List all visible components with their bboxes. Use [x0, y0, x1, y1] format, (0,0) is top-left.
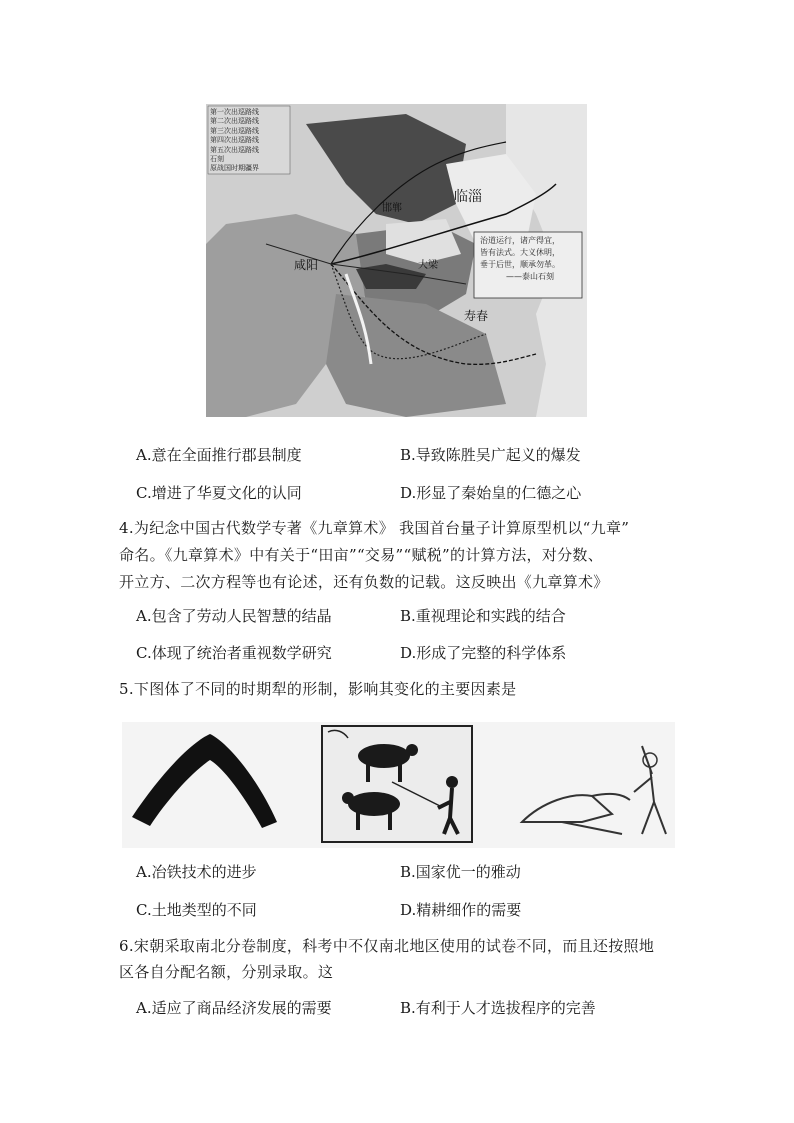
q3-option-a: A.意在全面推行郡县制度: [136, 446, 302, 464]
q6-option-b: B.有利于人才选拔程序的完善: [400, 999, 596, 1017]
q3-option-b: B.导致陈胜吴广起义的爆发: [400, 446, 581, 464]
q3-option-d: D.形显了秦始皇的仁德之心: [400, 484, 582, 502]
plow-types-figure: [122, 722, 675, 848]
place-label-shouchun: 寿春: [464, 309, 489, 323]
stele-line: 垂于后世，顺承勿革。: [480, 260, 560, 269]
q5-option-d: D.精耕细作的需要: [400, 901, 522, 919]
legend-route-3: 第三次出巡路线: [210, 126, 259, 135]
place-label-handan: 邯郸: [382, 203, 402, 214]
stele-inscription-note: [480, 235, 560, 283]
qin-inspection-routes-map: [206, 104, 587, 417]
stele-line: 皆有法式。大义休明，: [480, 248, 560, 257]
stele-line: 治道运行，诸产得宜，: [480, 236, 560, 245]
map-legend: [210, 108, 259, 174]
place-label-dalian: 大梁: [418, 260, 438, 271]
q4-stem-line: 4.为纪念中国古代数学专著《九章算术》 我国首台量子计算原型机以“九章”: [119, 519, 630, 537]
q6-stem-line: 区各自分配名额，分别录取。这: [119, 963, 334, 981]
legend-stone-inscription: 石刻: [210, 155, 224, 164]
legend-warring-states-border: 原战国时期疆界: [210, 164, 259, 173]
place-label-linzi: 临淄: [454, 189, 482, 205]
q3-option-c: C.增进了华夏文化的认同: [136, 484, 302, 502]
legend-route-5: 第五次出巡路线: [210, 145, 259, 154]
q4-option-c: C.体现了统治者重视数学研究: [136, 644, 332, 662]
plow-drawing: [122, 722, 675, 848]
q5-option-a: A.冶铁技术的进步: [136, 863, 257, 881]
q4-option-d: D.形成了完整的科学体系: [400, 644, 567, 662]
stele-line: ——泰山石刻: [506, 272, 554, 281]
place-label-xianyang: 咸阳: [294, 258, 319, 272]
q5-stem: 5.下图体了不同的时期犁的形制，影响其变化的主要因素是: [119, 680, 517, 698]
q4-stem-line: 开立方、二次方程等也有论述，还有负数的记载。这反映出《九章算术》: [119, 573, 609, 591]
q4-option-b: B.重视理论和实践的结合: [400, 607, 566, 625]
q6-stem-line: 6.宋朝采取南北分卷制度，科考中不仅南北地区使用的试卷不同，而且还按照地: [119, 937, 655, 955]
legend-route-2: 第二次出巡路线: [210, 117, 259, 126]
q4-option-a: A.包含了劳动人民智慧的结晶: [136, 607, 332, 625]
legend-route-4: 第四次出巡路线: [210, 136, 259, 145]
q5-option-c: C.土地类型的不同: [136, 901, 257, 919]
legend-route-1: 第一次出巡路线: [210, 108, 259, 116]
q6-option-a: A.适应了商品经济发展的需要: [136, 999, 332, 1017]
q4-stem-line: 命名。《九章算术》中有关于“田亩”“交易”“赋税”的计算方法，对分数、: [119, 546, 604, 564]
q5-option-b: B.国家优一的雅动: [400, 863, 521, 881]
